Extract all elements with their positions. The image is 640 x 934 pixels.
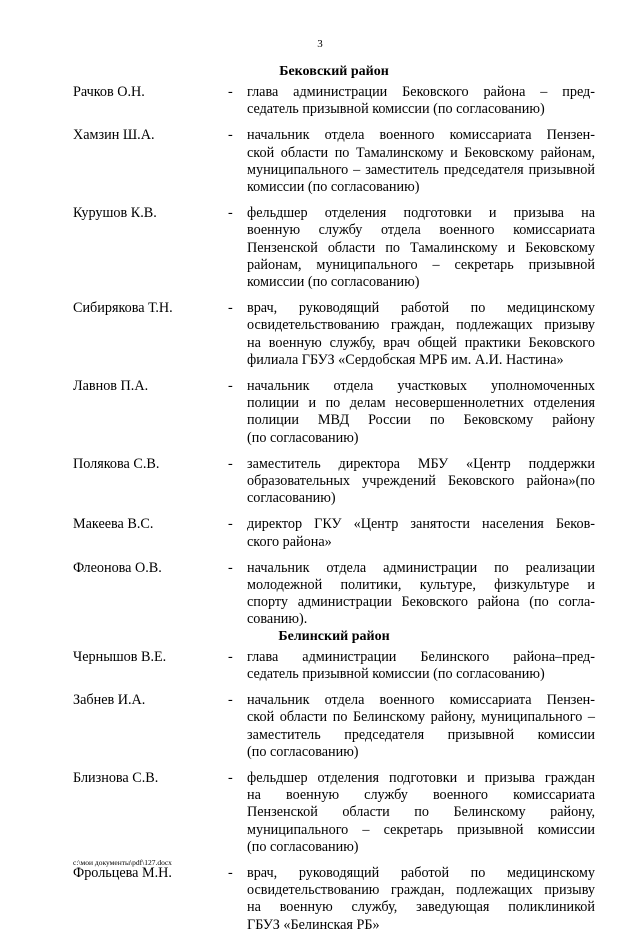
dash-separator: - (228, 300, 233, 317)
role-line: фельдшер отделения подготовки и призыва граждан (247, 769, 595, 786)
role-line: сованию). (247, 611, 308, 628)
role-line: начальник отдела участковых уполномоченных (247, 378, 595, 395)
member-entry (0, 865, 640, 934)
role-line: начальник отдела военного комиссариата Пензен- (247, 692, 595, 709)
role-line: глава администрации Белинского района–пред- (247, 648, 595, 665)
role-line: полиции и по делам несовершеннолетних отделения (247, 395, 595, 412)
role-line: заместитель председателя призывной комиссии (247, 726, 595, 743)
role-line: Пензенской области по Белинскому району, (247, 804, 595, 821)
member-name: Флеонова О.В. (73, 559, 162, 576)
member-role (247, 770, 595, 856)
document-body (0, 64, 640, 934)
entry-spacer (0, 551, 640, 560)
member-name: Макеева В.С. (73, 516, 154, 533)
member-entry (0, 378, 640, 447)
role-line: директор ГКУ «Центр занятости населения Беков- (247, 516, 595, 533)
role-line: начальник отдела администрации по реализации (247, 559, 595, 576)
role-line: полиции МВД России по Бековскому району (247, 412, 595, 429)
role-line: начальник отдела военного комиссариата Пензен- (247, 127, 595, 144)
section-title: Белинский район (278, 628, 390, 644)
role-line: седатель призывной комиссии (по согласованию) (247, 665, 545, 682)
role-line: комиссии (по согласованию) (247, 179, 420, 196)
member-entry (0, 456, 640, 508)
dash-separator: - (228, 455, 233, 472)
dash-separator: - (228, 127, 233, 144)
role-line: (по согласованию) (247, 838, 359, 855)
role-line: врач, руководящий работой по медицинскому (247, 300, 595, 317)
member-entry (0, 516, 640, 550)
member-entry (0, 127, 640, 196)
member-name: Забнев И.А. (73, 692, 146, 709)
role-line: молодежной политики, культуре, физкультуре и (247, 577, 595, 594)
member-role (247, 865, 595, 934)
entry-spacer (0, 291, 640, 300)
dash-separator: - (228, 648, 233, 665)
member-entry (0, 649, 640, 683)
member-role (247, 84, 595, 118)
role-line: образовательных учреждений Бековского района»(по (247, 473, 595, 490)
role-line: согласованию) (247, 490, 336, 507)
role-line: ского района» (247, 533, 332, 550)
member-name: Близнова С.В. (73, 769, 159, 786)
member-name: Чернышов В.Е. (73, 648, 167, 665)
member-role (247, 378, 595, 447)
role-line: филиала ГБУЗ «Сердобская МРБ им. А.И. Настина» (247, 351, 564, 368)
role-line: военную службу отдела военного комиссариата (247, 222, 595, 239)
role-line: муниципального – секретарь призывной комиссии (247, 821, 595, 838)
member-role (247, 205, 595, 291)
role-line: глава администрации Бековского района – пред- (247, 84, 595, 100)
member-name: Хамзин Ш.А. (73, 127, 155, 144)
role-line: фельдшер отделения подготовки и призыва на (247, 205, 595, 222)
member-role (247, 692, 595, 761)
role-line: ГБУЗ «Белинская РБ» (247, 916, 380, 933)
member-role (247, 456, 595, 508)
role-line: на военную службу военного комиссариата (247, 787, 595, 804)
role-line: комиссии (по согласованию) (247, 274, 420, 291)
role-line: спорту администрации Бековского района (по согла- (247, 594, 595, 611)
member-entry (0, 560, 640, 629)
entry-spacer (0, 683, 640, 692)
dash-separator: - (228, 769, 233, 786)
member-entry (0, 770, 640, 856)
member-role (247, 300, 595, 369)
member-entry (0, 205, 640, 291)
page-number: 3 (317, 38, 323, 50)
section-title: Бековский район (279, 64, 389, 79)
member-name: Фрольцева М.Н. (73, 864, 172, 881)
dash-separator: - (228, 864, 233, 881)
dash-separator: - (228, 516, 233, 533)
member-entry (0, 84, 640, 118)
role-line: врач, руководящий работой по медицинскому (247, 864, 595, 881)
member-name: Рачков О.Н. (73, 84, 145, 100)
member-role (247, 649, 595, 683)
member-entry (0, 692, 640, 761)
member-name: Полякова С.В. (73, 455, 160, 472)
member-role (247, 127, 595, 196)
role-line: (по согласованию) (247, 429, 359, 446)
dash-separator: - (228, 559, 233, 576)
entry-spacer (0, 447, 640, 456)
dash-separator: - (228, 205, 233, 222)
entry-spacer (0, 507, 640, 516)
dash-separator: - (228, 692, 233, 709)
role-line: на военную службу, врач общей практики Бековского (247, 334, 595, 351)
role-line: седатель призывной комиссии (по согласованию) (247, 101, 545, 118)
member-name: Курушов К.В. (73, 205, 157, 222)
dash-separator: - (228, 378, 233, 395)
role-line: заместитель директора МБУ «Центр поддержки (247, 455, 595, 472)
role-line: (по согласованию) (247, 743, 359, 760)
role-line: освидетельствованию граждан, подлежащих призыву (247, 882, 595, 899)
role-line: ской области по Тамалинскому и Бековскому районам, (247, 144, 595, 161)
role-line: освидетельствованию граждан, подлежащих призыву (247, 317, 595, 334)
entry-spacer (0, 369, 640, 378)
member-role (247, 560, 595, 629)
role-line: районам, муниципального – секретарь призывной (247, 256, 595, 273)
member-name: Сибирякова Т.Н. (73, 300, 173, 317)
entry-spacer (0, 761, 640, 770)
member-name: Лавнов П.А. (73, 378, 149, 395)
entry-spacer (0, 196, 640, 205)
member-entry (0, 300, 640, 369)
role-line: муниципального – заместитель председателя призывной (247, 161, 595, 178)
entry-spacer (0, 118, 640, 127)
role-line: ской области по Белинскому району, муниципального – (247, 709, 595, 726)
role-line: Пензенской области по Тамалинскому и Бековскому (247, 239, 595, 256)
member-role (247, 516, 595, 550)
footer-file-path: c:\мои документы\pdf\127.docx (73, 858, 172, 867)
role-line: на военную службу, заведующая поликлиникой (247, 899, 595, 916)
dash-separator: - (228, 84, 233, 100)
